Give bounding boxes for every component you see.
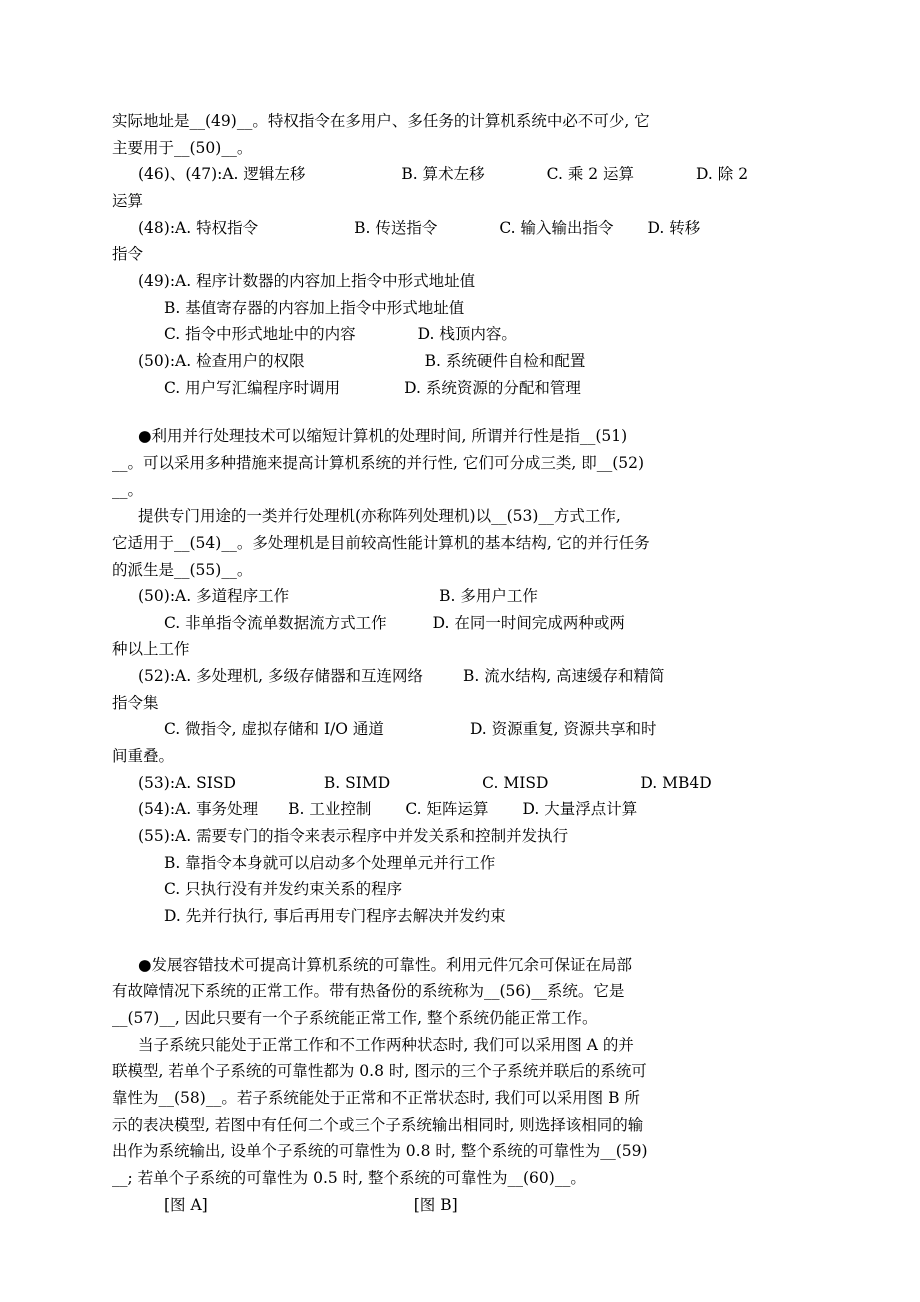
text-line: 它适用于__(54)__。多处理机是目前较高性能计算机的基本结构, 它的并行任务 (112, 533, 650, 552)
option-a: (48):A. 特权指令 (138, 218, 259, 237)
option-d: D. 资源重复, 资源共享和时 (469, 720, 657, 739)
option-a: (50):A. 多道程序工作 (138, 587, 290, 606)
text-line: 当子系统只能处于正常工作和不工作两种状态时, 我们可以采用图 A 的并 (138, 1035, 634, 1054)
question-54 (112, 796, 808, 823)
option-row (138, 663, 808, 690)
spacer (112, 401, 808, 423)
option-a: (55):A. 需要专门的指令来表示程序中并发关系和控制并发执行 (138, 827, 569, 846)
option-c: C. 只执行没有并发约束关系的程序 (164, 880, 403, 899)
option-b: B. 多用户工作 (439, 587, 538, 606)
text-line: __。可以采用多种措施来提高计算机系统的并行性, 它们可分成三类, 即__(52) (112, 453, 645, 472)
text-line: ●利用并行处理技术可以缩短计算机的处理时间, 所谓并行性是指__(51) (138, 427, 628, 446)
paragraph-51 (112, 423, 808, 503)
option-row (138, 321, 808, 348)
option-d: D. 大量浮点计算 (522, 800, 638, 819)
option-row (138, 770, 808, 797)
question-46-47 (112, 161, 808, 214)
text-line: ●发展容错技术可提高计算机系统的可靠性。利用元件冗余可保证在局部 (138, 955, 633, 974)
option-row (138, 215, 808, 242)
paragraph-intro (112, 108, 808, 161)
option-c: C. 非单指令流单数据流方式工作 (164, 613, 387, 632)
option-d: D. 栈顶内容。 (417, 325, 517, 344)
option-a: (46)、(47):A. 逻辑左移 (138, 165, 306, 184)
option-row (138, 375, 808, 402)
option-row (138, 716, 808, 743)
question-50 (112, 348, 808, 401)
option-continuation: 种以上工作 (112, 640, 190, 659)
spacer (112, 930, 808, 952)
question-52 (112, 663, 808, 770)
option-d: D. MB4D (640, 773, 712, 792)
option-row (138, 610, 808, 637)
option-row (138, 348, 808, 375)
option-a: (54):A. 事务处理 (138, 800, 259, 819)
option-d: D. 在同一时间完成两种或两 (432, 613, 625, 632)
question-48 (112, 215, 808, 268)
option-d: D. 除 2 (696, 165, 749, 184)
option-row (138, 161, 808, 188)
question-53 (112, 770, 808, 797)
text-line: 有故障情况下系统的正常工作。带有热备份的系统称为__(56)__系统。它是 (112, 982, 625, 1001)
option-a: (50):A. 检查用户的权限 (138, 351, 305, 370)
option-b: B. 基值寄存器的内容加上指令中形式地址值 (164, 298, 465, 317)
option-c: C. 矩阵运算 (405, 800, 489, 819)
text-line: __; 若单个子系统的可靠性为 0.5 时, 整个系统的可靠性为__(60)__。 (112, 1168, 586, 1187)
question-55 (112, 823, 808, 930)
option-continuation: 指令 (112, 245, 144, 264)
option-a: (52):A. 多处理机, 多级存储器和互连网络 (138, 667, 423, 686)
text-line: 主要用于__(50)__。 (112, 138, 253, 157)
paragraph-58 (112, 1032, 808, 1192)
option-a: (49):A. 程序计数器的内容加上指令中形式地址值 (138, 271, 476, 290)
option-b: B. 靠指令本身就可以启动多个处理单元并行工作 (164, 853, 496, 872)
document-body (112, 108, 808, 1218)
option-a: (53):A. SISD (138, 773, 236, 792)
paragraph-53 (112, 503, 808, 583)
text-line: 出作为系统输出, 设单个子系统的可靠性为 0.8 时, 整个系统的可靠性为__(59) (112, 1142, 648, 1161)
option-b: B. SIMD (323, 773, 391, 792)
figure-label-b: [图 B] (413, 1195, 458, 1214)
text-line: 示的表决模型, 若图中有任何二个或三个子系统输出相同时, 则选择该相同的输 (112, 1115, 644, 1134)
option-b: B. 系统硬件自检和配置 (424, 351, 586, 370)
option-b: B. 传送指令 (354, 218, 438, 237)
option-b: B. 工业控制 (288, 800, 372, 819)
option-c: C. 指令中形式地址中的内容 (164, 325, 356, 344)
option-c: C. 微指令, 虚拟存储和 I/O 通道 (164, 720, 384, 739)
question-49 (112, 268, 808, 348)
question-50-b (112, 583, 808, 663)
option-c: C. 用户写汇编程序时调用 (164, 378, 341, 397)
text-line: 联模型, 若单个子系统的可靠性都为 0.8 时, 图示的三个子系统并联后的系统可 (112, 1062, 647, 1081)
option-row (138, 583, 808, 610)
option-d: D. 转移 (647, 218, 701, 237)
option-continuation: 运算 (112, 191, 144, 210)
option-continuation: 指令集 (112, 693, 159, 712)
option-d: D. 先并行执行, 事后再用专门程序去解决并发约束 (164, 907, 506, 926)
option-c: C. 输入输出指令 (499, 218, 614, 237)
option-c: C. MISD (482, 773, 549, 792)
figure-label-a: [图 A] (164, 1195, 208, 1214)
option-b: B. 流水结构, 高速缓存和精简 (462, 667, 665, 686)
text-line: __(57)__, 因此只要有一个子系统能正常工作, 整个系统仍能正常工作。 (112, 1009, 598, 1027)
text-line: 的派生是__(55)__。 (112, 560, 253, 579)
option-row (138, 796, 808, 823)
option-c: C. 乘 2 运算 (546, 165, 635, 184)
text-line: 实际地址是__(49)__。特权指令在多用户、多任务的计算机系统中必不可少, 它 (112, 112, 650, 130)
text-line: __。 (112, 480, 144, 499)
text-line: 提供专门用途的一类并行处理机(亦称阵列处理机)以__(53)__方式工作, (138, 507, 621, 526)
paragraph-56 (112, 952, 808, 1032)
figure-labels (112, 1192, 808, 1219)
option-d: D. 系统资源的分配和管理 (404, 378, 581, 397)
option-b: B. 算术左移 (401, 165, 485, 184)
text-line: 靠性为__(58)__。若子系统能处于正常和不正常状态时, 我们可以采用图 B 所 (112, 1088, 640, 1107)
option-continuation: 间重叠。 (112, 747, 175, 766)
